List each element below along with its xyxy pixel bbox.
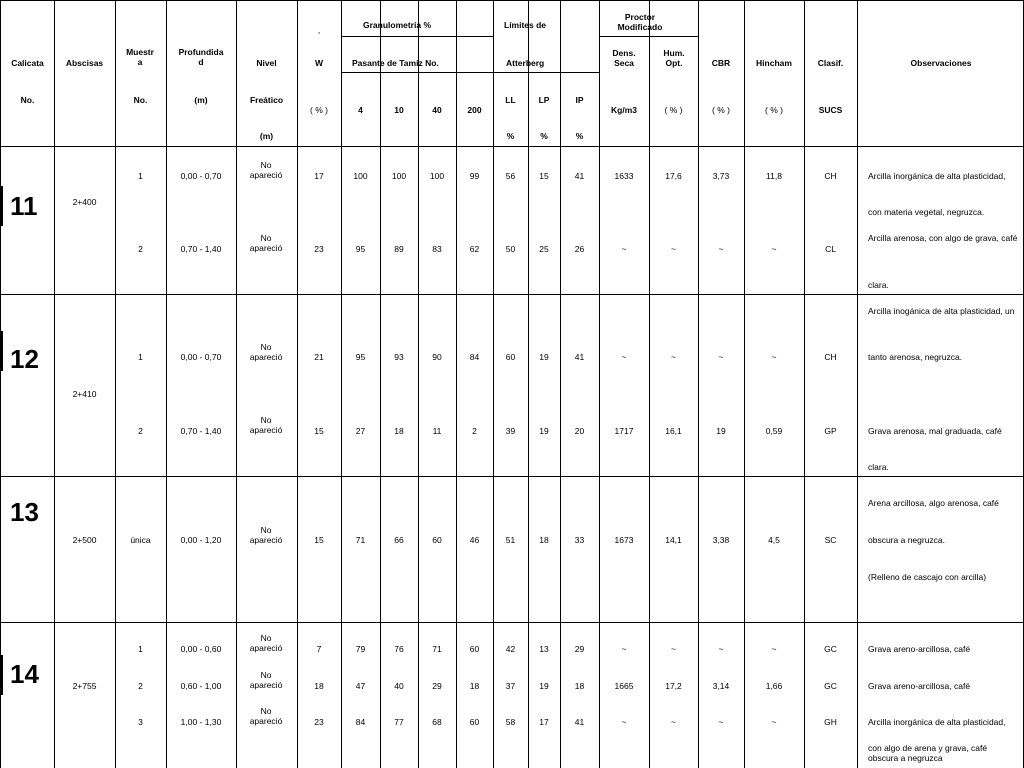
- sucs-cell: CH: [824, 352, 837, 362]
- sieve-4-cell: 100: [353, 171, 368, 181]
- sieve-40-cell: 71: [432, 644, 442, 654]
- sucs-cell: GC: [824, 644, 837, 654]
- profundidad-cell: 0,00 - 0,70: [180, 352, 222, 362]
- ll-cell: 60: [505, 352, 516, 362]
- dens-cell: ~: [621, 644, 627, 654]
- nivel-cell: No apareció: [249, 706, 283, 726]
- w-cell: 17: [314, 171, 324, 181]
- abscisa-value: 2+400: [72, 197, 97, 207]
- muestra-cell: única: [130, 535, 151, 545]
- sieve-40-cell: 11: [432, 426, 442, 436]
- hum-cell: ~: [671, 717, 676, 727]
- hum-cell: ~: [671, 644, 676, 654]
- w-cell: 15: [314, 426, 324, 436]
- sieve-10-cell: 40: [394, 681, 404, 691]
- sieve-4-cell: 84: [355, 717, 366, 727]
- grid-horizontal-line: [341, 72, 599, 73]
- profundidad-cell: 0,00 - 1,20: [180, 535, 222, 545]
- grid-horizontal-line: [599, 36, 698, 37]
- header-pasante: Pasante de Tamiz No.: [352, 58, 439, 68]
- header-w: W: [314, 58, 324, 68]
- calicata-number: 13: [10, 497, 39, 527]
- profundidad-cell: 0,70 - 1,40: [180, 244, 222, 254]
- observacion-text: Grava areno-arcillosa, café: [868, 681, 971, 691]
- header-dens-unit: Kg/m3: [611, 105, 637, 115]
- header-ip-pct: %: [575, 131, 584, 141]
- dens-cell: 1673: [614, 535, 634, 545]
- sieve-200-cell: 60: [469, 717, 480, 727]
- calicata-marker: [0, 655, 3, 695]
- header-profundidad-unit: (m): [194, 95, 208, 105]
- ip-cell: 41: [574, 352, 585, 362]
- header-abscisas: Abscisas: [65, 58, 104, 68]
- ip-cell: 33: [574, 535, 585, 545]
- lp-cell: 13: [539, 644, 549, 654]
- sucs-cell: GP: [824, 426, 837, 436]
- muestra-cell: 2: [138, 681, 143, 691]
- observacion-text: Arcilla arenosa, con algo de grava, café: [868, 233, 1018, 243]
- hum-cell: 14,1: [665, 535, 682, 545]
- hincham-cell: 0,59: [765, 426, 783, 436]
- header-cbr-unit: ( % ): [712, 105, 730, 115]
- sucs-cell: GH: [824, 717, 837, 727]
- hum-cell: ~: [671, 244, 676, 254]
- ll-cell: 58: [505, 717, 516, 727]
- observacion-text: con materia vegetal, negruzca.: [868, 207, 985, 217]
- header-proctor: Proctor Modificado: [617, 12, 663, 32]
- observacion-text: Grava arenosa, mal graduada, café: [868, 426, 1002, 436]
- observacion-text: Arena arcillosa, algo arenosa, café: [868, 498, 999, 508]
- ip-cell: 20: [574, 426, 585, 436]
- muestra-cell: 1: [138, 352, 143, 362]
- nivel-cell: No apareció: [249, 633, 283, 653]
- hincham-cell: ~: [771, 717, 777, 727]
- w-cell: 23: [314, 717, 324, 727]
- ll-cell: 56: [505, 171, 516, 181]
- cbr-cell: 3,14: [712, 681, 730, 691]
- header-hincham-unit: ( % ): [765, 105, 783, 115]
- abscisa-value: 2+410: [72, 389, 97, 399]
- lp-cell: 19: [539, 426, 549, 436]
- profundidad-cell: 1,00 - 1,30: [180, 717, 222, 727]
- sieve-200-cell: 2: [472, 426, 477, 436]
- calicata-number: 12: [10, 344, 39, 374]
- lp-cell: 19: [539, 681, 549, 691]
- sieve-10-cell: 76: [394, 644, 404, 654]
- lp-cell: 25: [539, 244, 549, 254]
- observacion-text: Arcilla inorgánica de alta plasticidad,: [868, 171, 1006, 181]
- grid-horizontal-line: [0, 622, 1024, 623]
- muestra-cell: 2: [138, 426, 143, 436]
- nivel-cell: No apareció: [249, 160, 283, 180]
- ll-cell: 51: [505, 535, 516, 545]
- abscisa-value: 2+755: [72, 681, 97, 691]
- header-calicata: Calicata: [11, 58, 44, 68]
- ip-cell: 29: [574, 644, 585, 654]
- cbr-cell: 3,73: [712, 171, 730, 181]
- header-sieve-4: 4: [358, 105, 363, 115]
- ll-cell: 50: [505, 244, 516, 254]
- header-hum-opt: Hum. Opt.: [663, 48, 685, 68]
- w-cell: 23: [314, 244, 324, 254]
- sieve-200-cell: 99: [469, 171, 480, 181]
- ip-cell: 26: [574, 244, 585, 254]
- calicata-number: 11: [10, 191, 38, 221]
- w-cell: 7: [316, 644, 322, 654]
- cbr-cell: ~: [718, 644, 724, 654]
- header-calicata-no: No.: [20, 95, 35, 105]
- abscisa-value: 2+500: [72, 535, 97, 545]
- hum-cell: 16,1: [665, 426, 682, 436]
- header-ll-pct: %: [506, 131, 515, 141]
- observacion-text: tanto arenosa, negruzca.: [868, 352, 963, 362]
- dens-cell: ~: [621, 352, 627, 362]
- ip-cell: 41: [574, 717, 585, 727]
- sieve-4-cell: 27: [355, 426, 366, 436]
- nivel-cell: No apareció: [249, 670, 283, 690]
- cbr-cell: ~: [718, 244, 724, 254]
- sieve-40-cell: 83: [432, 244, 442, 254]
- observacion-text: con algo de arena y grava, café obscura a negruzca: [868, 743, 988, 763]
- sieve-200-cell: 46: [469, 535, 480, 545]
- header-sucs: SUCS: [818, 105, 843, 115]
- sucs-cell: CH: [824, 171, 837, 181]
- sieve-40-cell: 60: [432, 535, 442, 545]
- header-observaciones: Observaciones: [910, 58, 972, 68]
- sucs-cell: SC: [824, 535, 837, 545]
- header-freatico: Freático: [249, 95, 284, 105]
- lp-cell: 18: [539, 535, 549, 545]
- ip-cell: 18: [574, 681, 585, 691]
- w-cell: 18: [314, 681, 324, 691]
- sieve-200-cell: 60: [469, 644, 480, 654]
- nivel-cell: No apareció: [249, 233, 283, 253]
- calicata-number: 14: [10, 659, 39, 689]
- header-lp: LP: [538, 95, 550, 105]
- grid-vertical-line: [0, 0, 1, 768]
- grid-horizontal-line: [0, 0, 1024, 1]
- observacion-text: Arcilla inorgánica de alta plasticidad,: [868, 717, 1006, 727]
- hincham-cell: ~: [771, 352, 777, 362]
- dens-cell: ~: [621, 244, 627, 254]
- hincham-cell: 11,8: [766, 171, 782, 181]
- grid-horizontal-line: [0, 146, 1024, 147]
- sieve-10-cell: 89: [394, 244, 404, 254]
- calicata-marker: [0, 331, 3, 371]
- sieve-10-cell: 77: [394, 717, 404, 727]
- dens-cell: 1633: [614, 171, 634, 181]
- sieve-4-cell: 95: [355, 352, 366, 362]
- sieve-4-cell: 95: [355, 244, 366, 254]
- header-nivel-unit: (m): [259, 131, 274, 141]
- hum-cell: 17,6: [665, 171, 682, 181]
- muestra-cell: 1: [138, 644, 143, 654]
- sieve-40-cell: 29: [432, 681, 442, 691]
- ll-cell: 37: [505, 681, 516, 691]
- header-nivel: Nivel: [256, 58, 277, 68]
- header-sieve-40: 40: [432, 105, 442, 115]
- nivel-cell: No apareció: [249, 525, 283, 545]
- grid-horizontal-line: [0, 476, 1024, 477]
- sieve-200-cell: 84: [469, 352, 480, 362]
- observacion-text: Grava areno-arcillosa, café: [868, 644, 971, 654]
- sieve-4-cell: 79: [355, 644, 366, 654]
- sieve-4-cell: 71: [355, 535, 366, 545]
- hincham-cell: 1,66: [765, 681, 783, 691]
- profundidad-cell: 0,60 - 1,00: [180, 681, 222, 691]
- nivel-cell: No apareció: [249, 415, 283, 435]
- grid-vertical-line: [857, 0, 858, 768]
- lp-cell: 15: [539, 171, 549, 181]
- dens-cell: 1717: [614, 426, 634, 436]
- lp-cell: 19: [539, 352, 549, 362]
- header-sieve-10: 10: [394, 105, 404, 115]
- header-clasif: Clasif.: [817, 58, 844, 68]
- sieve-10-cell: 66: [394, 535, 404, 545]
- sieve-200-cell: 18: [469, 681, 480, 691]
- header-cbr: CBR: [711, 58, 731, 68]
- observacion-text: clara.: [868, 462, 889, 472]
- header-hincham: Hincham: [756, 58, 792, 68]
- ll-cell: 39: [505, 426, 516, 436]
- cbr-cell: ~: [718, 352, 724, 362]
- ll-cell: 42: [505, 644, 516, 654]
- ip-cell: 41: [574, 171, 585, 181]
- header-hum-unit: ( % ): [664, 105, 683, 115]
- sieve-10-cell: 18: [394, 426, 404, 436]
- sieve-40-cell: 68: [432, 717, 442, 727]
- header-granulometria: Granulometría %: [362, 20, 432, 30]
- cbr-cell: 3,38: [712, 535, 730, 545]
- dens-cell: 1665: [614, 681, 634, 691]
- lp-cell: 17: [539, 717, 549, 727]
- profundidad-cell: 0,00 - 0,60: [180, 644, 222, 654]
- calicata-marker: [0, 186, 3, 226]
- muestra-cell: 2: [138, 244, 143, 254]
- muestra-cell: 1: [138, 171, 143, 181]
- header-profundidad: Profundidad: [178, 47, 224, 67]
- hincham-cell: 4,5: [768, 535, 780, 545]
- profundidad-cell: 0,70 - 1,40: [180, 426, 222, 436]
- header-ll: LL: [505, 95, 516, 105]
- dens-cell: ~: [621, 717, 627, 727]
- observacion-text: obscura a negruzca.: [868, 535, 946, 545]
- header-lp-pct: %: [540, 131, 548, 141]
- sieve-4-cell: 47: [355, 681, 366, 691]
- w-cell: 15: [314, 535, 324, 545]
- profundidad-cell: 0,00 - 0,70: [180, 171, 222, 181]
- observacion-text: (Relleno de cascajo con arcilla): [868, 572, 987, 582]
- observacion-text: Arcilla inogánica de alta plasticidad, un: [868, 306, 1015, 316]
- observacion-text: clara.: [868, 280, 889, 290]
- hum-cell: 17,2: [665, 681, 682, 691]
- sieve-10-cell: 100: [391, 171, 407, 181]
- hincham-cell: ~: [771, 244, 777, 254]
- header-muestra: Muestra: [126, 47, 154, 67]
- sieve-40-cell: 100: [429, 171, 445, 181]
- header-dens-seca: Dens. Seca: [612, 48, 636, 68]
- header-atterberg: Atterberg: [506, 58, 545, 68]
- grid-vertical-line: [54, 0, 55, 768]
- muestra-cell: 3: [138, 717, 143, 727]
- cbr-cell: ~: [718, 717, 724, 727]
- sieve-10-cell: 93: [394, 352, 404, 362]
- nivel-cell: No apareció: [249, 342, 283, 362]
- header-ip: IP: [575, 95, 584, 105]
- w-cell: 21: [314, 352, 324, 362]
- header-muestra-no: No.: [133, 95, 148, 105]
- sieve-200-cell: 62: [469, 244, 480, 254]
- hum-cell: ~: [671, 352, 676, 362]
- grid-horizontal-line: [341, 36, 493, 37]
- hincham-cell: ~: [771, 644, 777, 654]
- sieve-40-cell: 90: [432, 352, 442, 362]
- header-w-tick: ': [318, 30, 320, 40]
- header-w-unit: ( % ): [310, 105, 328, 115]
- sucs-cell: GC: [824, 681, 837, 691]
- cbr-cell: 19: [716, 426, 726, 436]
- grid-horizontal-line: [0, 294, 1024, 295]
- sucs-cell: CL: [825, 244, 836, 254]
- grid-vertical-line: [236, 0, 237, 768]
- header-limites-de: Límites de: [504, 20, 547, 30]
- header-sieve-200: 200: [467, 105, 482, 115]
